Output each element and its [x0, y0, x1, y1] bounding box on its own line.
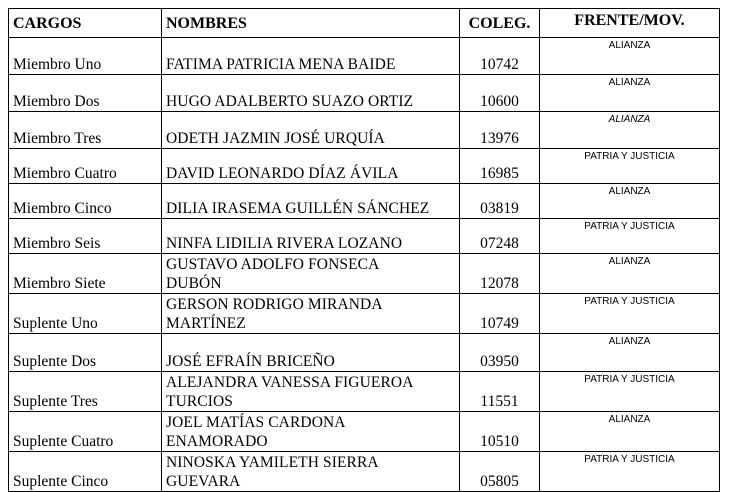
- cargo-cell: Suplente Cinco: [9, 452, 162, 492]
- nombre-line-2: GUEVARA: [166, 473, 241, 490]
- cargo-cell: Suplente Cuatro: [9, 412, 162, 452]
- nombre-cell: JOSÉ EFRAÍN BRICEÑO: [162, 334, 460, 372]
- nombre-line-1: GERSON RODRIGO MIRANDA: [166, 296, 383, 313]
- coleg-cell: 13976: [460, 112, 540, 149]
- nombre-cell: [162, 372, 460, 412]
- coleg-cell: 10510: [460, 412, 540, 452]
- nombre-cell: NINFA LIDILIA RIVERA LOZANO: [162, 219, 460, 254]
- nombre-cell: [162, 254, 460, 294]
- frente-cell: PATRIA Y JUSTICIA: [540, 452, 720, 492]
- table-row: [9, 334, 720, 372]
- table-row: [9, 294, 720, 334]
- table-row: [9, 412, 720, 452]
- header-cargos: CARGOS: [9, 9, 162, 38]
- table-row: [9, 38, 720, 75]
- table-row: [9, 219, 720, 254]
- nombre-cell: [162, 412, 460, 452]
- frente-cell: ALIANZA: [540, 184, 720, 219]
- coleg-cell: 07248: [460, 219, 540, 254]
- cargo-cell: Miembro Tres: [9, 112, 162, 149]
- header-coleg: COLEG.: [460, 9, 540, 38]
- table-row: [9, 184, 720, 219]
- cargo-cell: Miembro Dos: [9, 75, 162, 112]
- frente-cell: ALIANZA: [540, 38, 720, 75]
- cargo-cell: Suplente Uno: [9, 294, 162, 334]
- coleg-cell: 12078: [460, 254, 540, 294]
- nombre-cell: FATIMA PATRICIA MENA BAIDE: [162, 38, 460, 75]
- cargo-cell: Suplente Dos: [9, 334, 162, 372]
- table-row: [9, 112, 720, 149]
- table-row: [9, 452, 720, 492]
- nombre-line-2: TURCIOS: [166, 393, 234, 410]
- coleg-cell: 03819: [460, 184, 540, 219]
- frente-cell: ALIANZA: [540, 412, 720, 452]
- nombre-line-1: GUSTAVO ADOLFO FONSECA: [166, 256, 380, 273]
- frente-cell: ALIANZA: [540, 75, 720, 112]
- table-row: [9, 149, 720, 184]
- nombre-cell: ODETH JAZMIN JOSÉ URQUÍA: [162, 112, 460, 149]
- frente-cell: PATRIA Y JUSTICIA: [540, 219, 720, 254]
- cargo-cell: Miembro Uno: [9, 38, 162, 75]
- coleg-cell: 11551: [460, 372, 540, 412]
- header-nombres: NOMBRES: [162, 9, 460, 38]
- frente-cell: ALIANZA: [540, 334, 720, 372]
- nombre-cell: DAVID LEONARDO DÍAZ ÁVILA: [162, 149, 460, 184]
- frente-cell: ALIANZA: [540, 254, 720, 294]
- coleg-cell: 16985: [460, 149, 540, 184]
- frente-cell: PATRIA Y JUSTICIA: [540, 294, 720, 334]
- nombre-line-2: MARTÍNEZ: [166, 315, 246, 332]
- nombre-line-1: ALEJANDRA VANESSA FIGUEROA: [166, 374, 414, 391]
- nombre-line-2: ENAMORADO: [166, 433, 268, 450]
- cargo-cell: Suplente Tres: [9, 372, 162, 412]
- nombre-cell: DILIA IRASEMA GUILLÉN SÁNCHEZ: [162, 184, 460, 219]
- frente-cell: PATRIA Y JUSTICIA: [540, 372, 720, 412]
- coleg-cell: 03950: [460, 334, 540, 372]
- cargo-cell: Miembro Cuatro: [9, 149, 162, 184]
- header-frente: FRENTE/MOV.: [540, 9, 720, 38]
- header-row: [9, 9, 720, 38]
- frente-cell: PATRIA Y JUSTICIA: [540, 149, 720, 184]
- nombre-line-1: JOEL MATÍAS CARDONA: [166, 414, 346, 431]
- table-row: [9, 254, 720, 294]
- cargo-cell: Miembro Seis: [9, 219, 162, 254]
- nombre-cell: HUGO ADALBERTO SUAZO ORTIZ: [162, 75, 460, 112]
- members-table: [8, 8, 720, 492]
- nombre-line-2: DUBÓN: [166, 275, 222, 292]
- table-row: [9, 372, 720, 412]
- coleg-cell: 05805: [460, 452, 540, 492]
- cargo-cell: Miembro Cinco: [9, 184, 162, 219]
- coleg-cell: 10742: [460, 38, 540, 75]
- nombre-cell: [162, 452, 460, 492]
- cargo-cell: Miembro Siete: [9, 254, 162, 294]
- table-row: [9, 75, 720, 112]
- frente-cell: ALIANZA: [540, 112, 720, 149]
- nombre-line-1: NINOSKA YAMILETH SIERRA: [166, 454, 379, 471]
- coleg-cell: 10749: [460, 294, 540, 334]
- nombre-cell: [162, 294, 460, 334]
- coleg-cell: 10600: [460, 75, 540, 112]
